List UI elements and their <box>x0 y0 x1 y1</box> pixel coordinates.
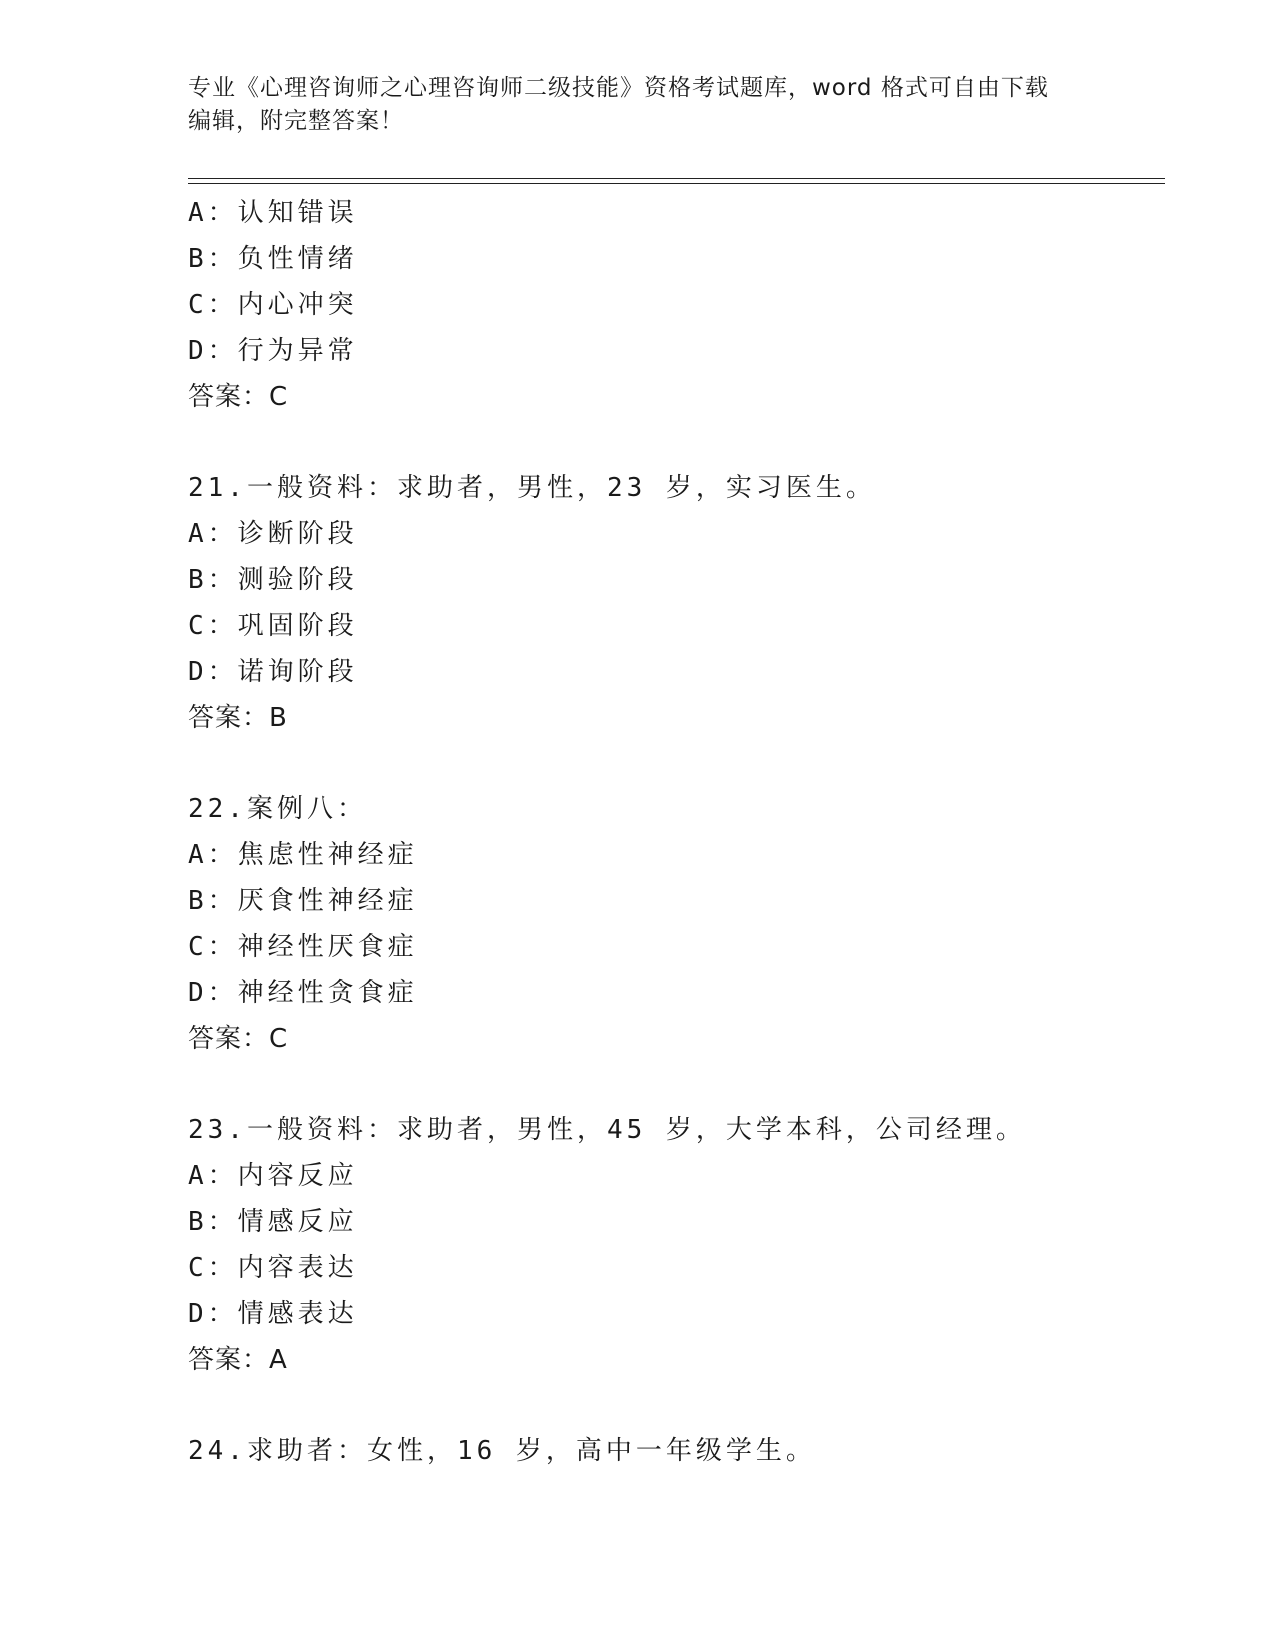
option-b: B：厌食性神经症 <box>188 886 418 916</box>
option-b: B：测验阶段 <box>188 565 358 595</box>
question-stem: 23.一般资料：求助者，男性，45 岁，大学本科，公司经理。 <box>188 1115 1026 1145</box>
header-rule-bottom <box>188 183 1165 184</box>
question-block-continued <box>188 190 1165 420</box>
option-a: A：焦虑性神经症 <box>188 840 418 870</box>
header-line-1: 专业《心理咨询师之心理咨询师二级技能》资格考试题库，word 格式可自由下载 <box>188 75 1049 101</box>
option-d: D：情感表达 <box>188 1299 358 1329</box>
question-list <box>188 190 1165 1474</box>
answer-line: 答案：C <box>188 1024 289 1054</box>
spacer <box>188 741 1165 786</box>
header-rule-top <box>188 178 1165 179</box>
answer-line: 答案：B <box>188 703 288 733</box>
option-c: C：神经性厌食症 <box>188 932 418 962</box>
document-header <box>188 72 1088 138</box>
option-b: B：情感反应 <box>188 1207 358 1237</box>
option-a: A：诊断阶段 <box>188 519 358 549</box>
option-c: C：内心冲突 <box>188 290 358 320</box>
question-21 <box>188 465 1165 741</box>
question-22 <box>188 786 1165 1062</box>
option-d: D：行为异常 <box>188 336 358 366</box>
spacer <box>188 1383 1165 1428</box>
question-stem: 21.一般资料：求助者，男性，23 岁，实习医生。 <box>188 473 876 503</box>
option-d: D：神经性贪食症 <box>188 978 418 1008</box>
spacer <box>188 1062 1165 1107</box>
option-b: B：负性情绪 <box>188 244 358 274</box>
spacer <box>188 420 1165 465</box>
option-a: A：认知错误 <box>188 198 358 228</box>
question-24 <box>188 1428 1165 1474</box>
question-stem: 22.案例八： <box>188 794 367 824</box>
answer-line: 答案：C <box>188 382 289 412</box>
option-d: D：诺询阶段 <box>188 657 358 687</box>
answer-line: 答案：A <box>188 1345 288 1375</box>
question-stem: 24.求助者：女性，16 岁，高中一年级学生。 <box>188 1436 816 1466</box>
option-a: A：内容反应 <box>188 1161 358 1191</box>
option-c: C：内容表达 <box>188 1253 358 1283</box>
question-23 <box>188 1107 1165 1383</box>
header-line-2: 编辑，附完整答案！ <box>188 108 404 134</box>
option-c: C：巩固阶段 <box>188 611 358 641</box>
